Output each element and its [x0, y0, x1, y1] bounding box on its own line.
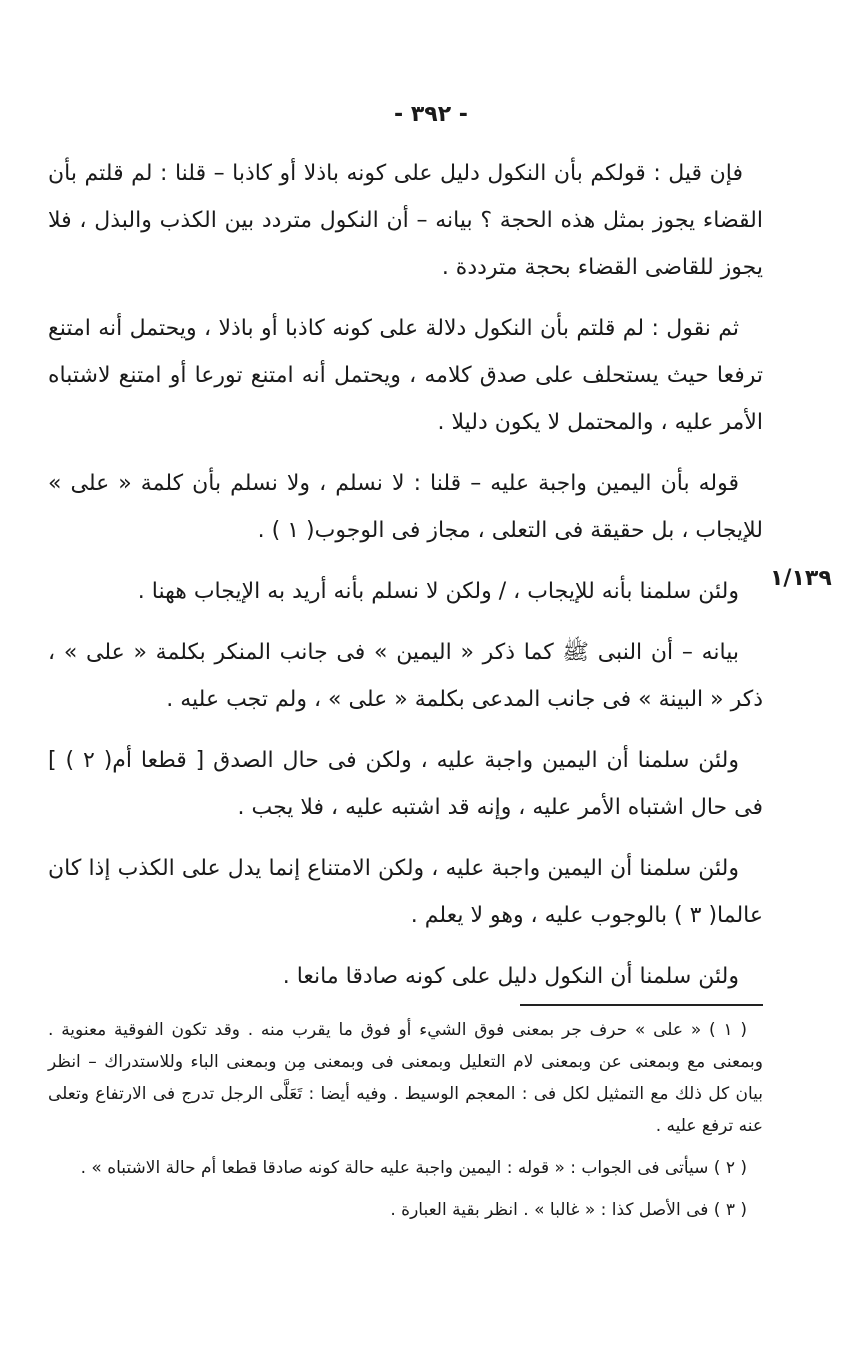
paragraph: ولئن سلمنا أن النكول دليل على كونه صادقا مانعا .: [282, 964, 739, 989]
footnotes: [48, 1014, 763, 1236]
footnote: ( ٢ ) سيأتى فى الجواب : « قوله : اليمين واجبة عليه حالة كونه صادقا قطعا أم حالة الاشتباه » .: [80, 1158, 747, 1178]
paragraph: قوله بأن اليمين واجبة عليه – قلنا : لا نسلم ، ولا نسلم بأن كلمة « على » للإيجاب ، بل حقيقة فى التعلى ، مجاز فى الوجوب( ١ ) .: [48, 471, 763, 543]
paragraph: ولئن سلمنا أن اليمين واجبة عليه ، ولكن الامتناع إنما يدل على الكذب إذا كان عالما( ٣ ) بالوجوب عليه ، وهو لا يعلم .: [48, 856, 763, 928]
paragraph: ولئن سلمنا أن اليمين واجبة عليه ، ولكن فى حال الصدق [ قطعا أم( ٢ ) ] فى حال اشتباه الأمر عليه ، وإنه قد اشتبه عليه ، فلا يجب .: [48, 748, 763, 820]
main-text: [48, 150, 763, 1014]
footnote-divider: [520, 1004, 763, 1006]
margin-folio-reference: ١/١٣٩: [770, 566, 832, 591]
paragraph: ولئن سلمنا بأنه للإيجاب ، / ولكن لا نسلم بأنه أريد به الإيجاب ههنا .: [137, 579, 739, 604]
paragraph: فإن قيل : قولكم بأن النكول دليل على كونه باذلا أو كاذبا – قلنا : لم قلتم بأن القضاء يجوز بمثل هذه الحجة ؟ بيانه – أن النكول متردد بين الكذب والبذل ، فلا يجوز للقاضى القضاء بحجة مترددة .: [48, 161, 763, 280]
paragraph: بيانه – أن النبى ﷺ كما ذكر « اليمين » فى جانب المنكر بكلمة « على » ، ذكر « البينة » فى جانب المدعى بكلمة « على » ، ولم تجب عليه .: [48, 640, 763, 712]
footnote: ( ١ ) « على » حرف جر بمعنى فوق الشيء أو فوق ما يقرب منه . وقد تكون الفوقية معنوية . وبمعنى مع وبمعنى عن وبمعنى لام التعليل وبمعنى فى وبمعنى مِن وبمعنى الباء وللاستدراك – انظر بيان كل ذلك مع التمثيل لكل فى : المعجم الوسيط . وفيه أيضا : تَعَلَّى الرجل تدرج فى الارتفاع وتعلى عنه ترفع عليه .: [48, 1020, 763, 1136]
paragraph: ثم نقول : لم قلتم بأن النكول دلالة على كونه كاذبا أو باذلا ، ويحتمل أنه امتنع ترفعا حيث يستحلف على صدق كلامه ، ويحتمل أنه امتنع تورعا أو امتنع لاشتباه الأمر عليه ، والمحتمل لا يكون دليلا .: [48, 316, 763, 435]
footnote: ( ٣ ) فى الأصل كذا : « غالبا » . انظر بقية العبارة .: [390, 1200, 747, 1220]
page-number: - ٣٩٢ -: [394, 102, 468, 127]
